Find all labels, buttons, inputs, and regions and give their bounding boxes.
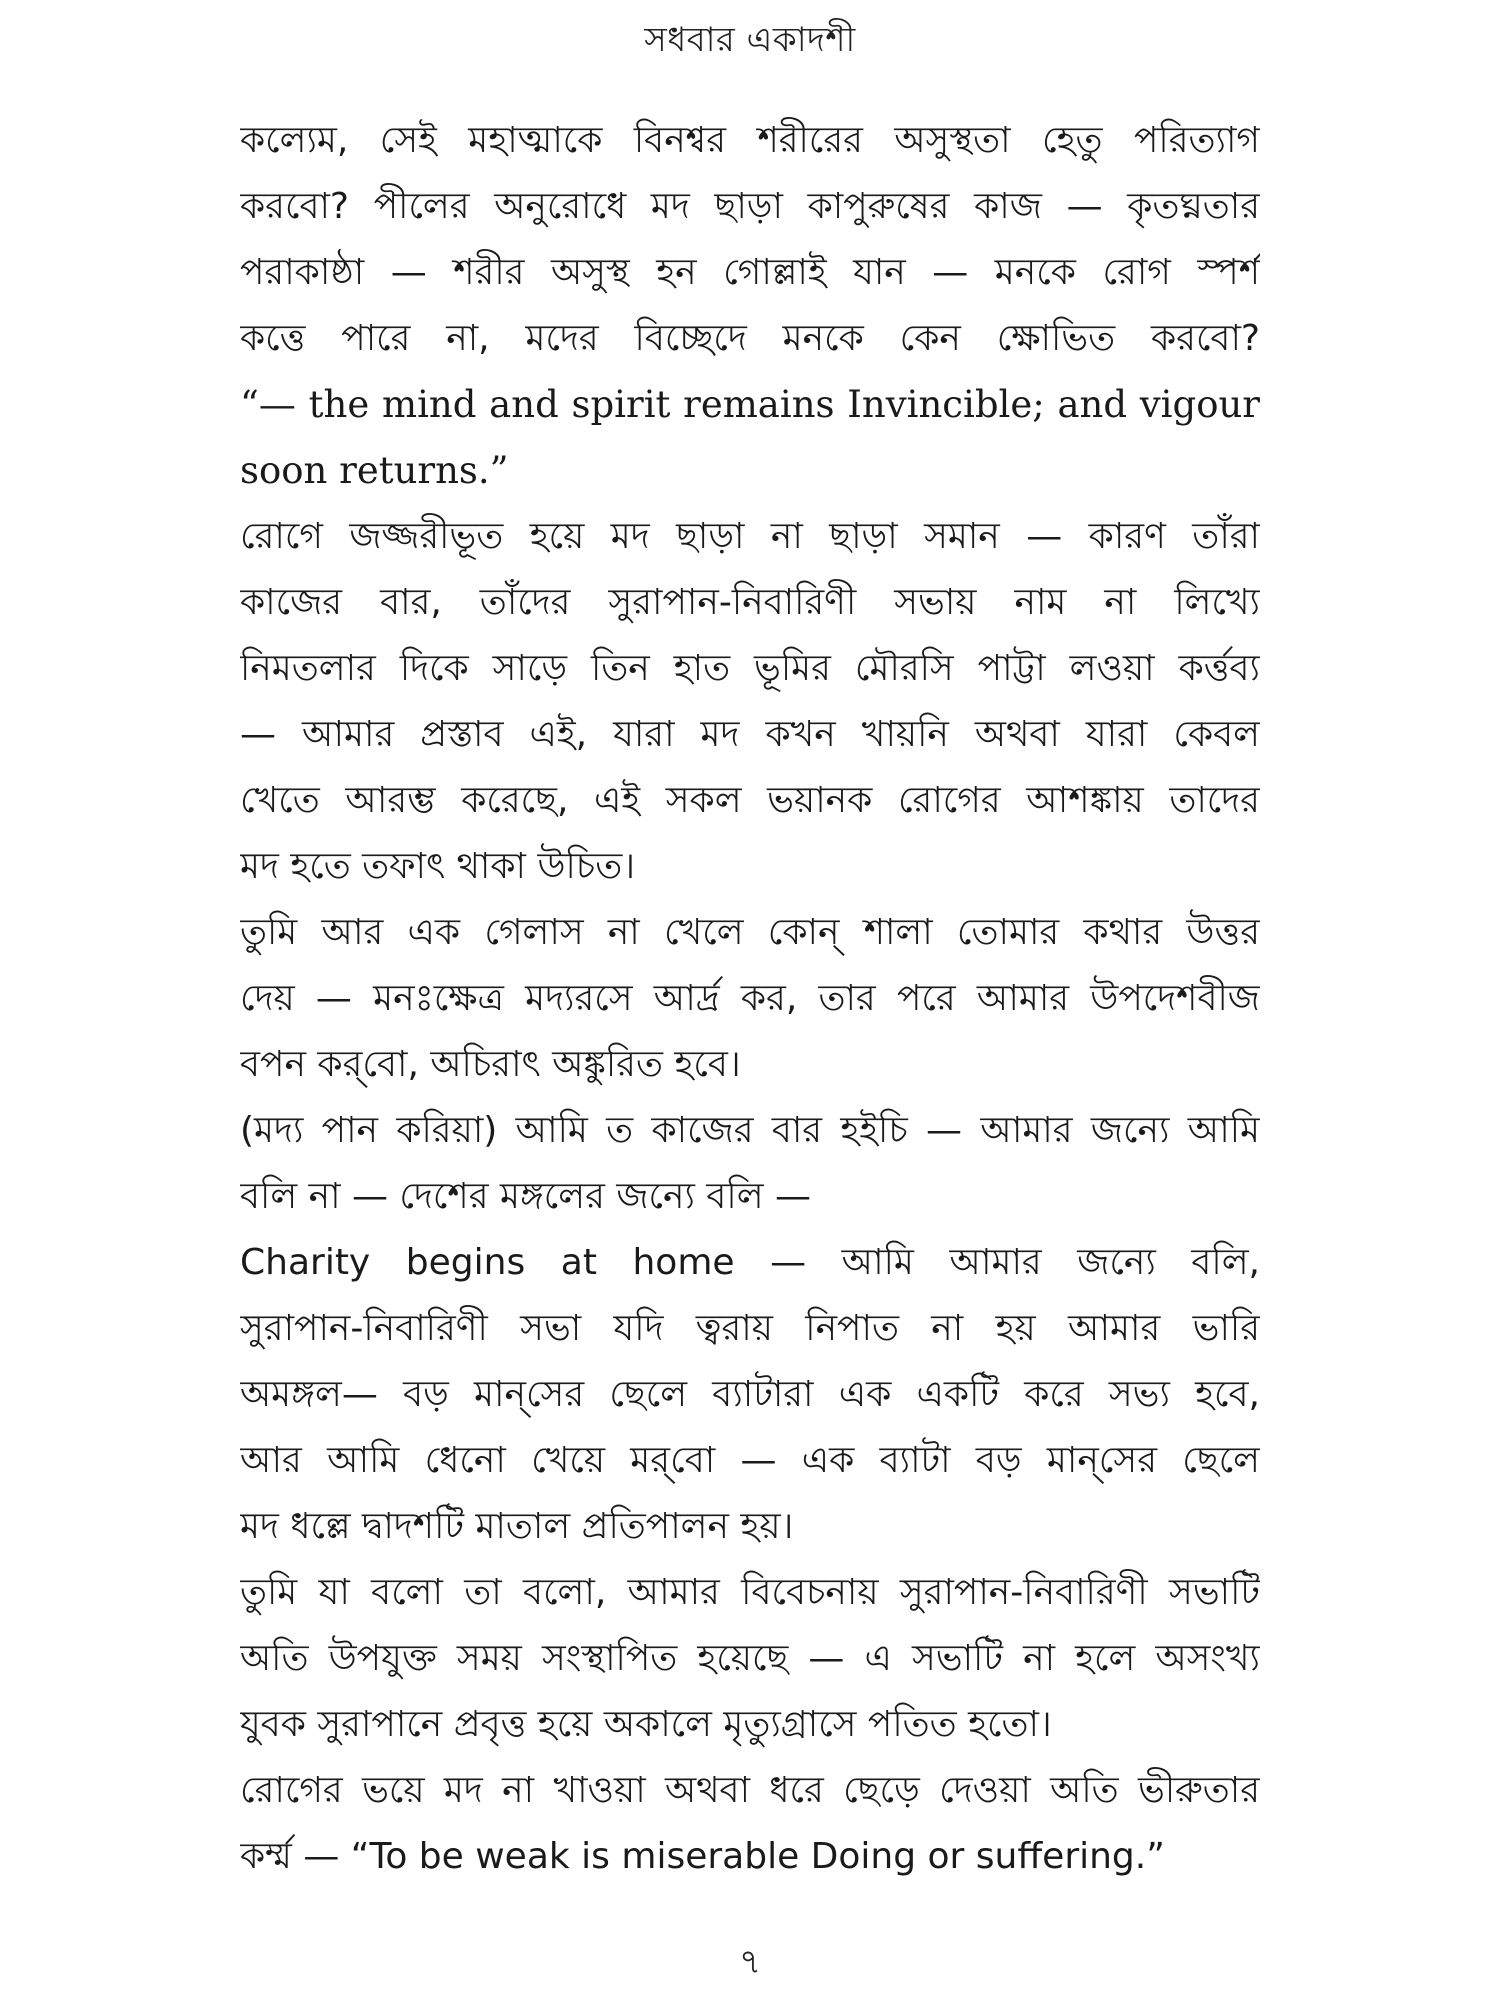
mixed-language-line: Charity begins at home — আমি আমার জন্যে বলি, (240, 1242, 1260, 1283)
text-line: রোগে জজ্জরীভূত হয়ে মদ ছাড়া না ছাড়া সমান — কারণ তাঁরা (240, 516, 1260, 557)
text-line: কল্যেম, সেই মহাত্মাকে বিনশ্বর শরীরের অসুস্থতা হেতু পরিত্যাগ (240, 120, 1260, 161)
text-line: সুরাপান-নিবারিণী সভা যদি ত্বরায় নিপাত না হয় আমার ভারি (240, 1308, 1260, 1349)
body-text (240, 108, 1260, 1890)
english-quote-line: soon returns.” (240, 449, 509, 492)
english-quote-line: “— the mind and spirit remains Invincible; and vigour (240, 383, 1260, 426)
text-line: বপন কর্‌বো, অচিরাৎ অঙ্কুরিত হবে। (240, 1044, 741, 1085)
text-line: তুমি যা বলো তা বলো, আমার বিবেচনায় সুরাপান-নিবারিণী সভাটি (240, 1572, 1260, 1613)
text-line: দেয় — মনঃক্ষেত্র মদ্যরসে আর্দ্র কর, তার পরে আমার উপদেশবীজ (240, 978, 1260, 1019)
text-line: রোগের ভয়ে মদ না খাওয়া অথবা ধরে ছেড়ে দেওয়া অতি ভীরুতার (240, 1770, 1260, 1811)
text-line: অতি উপযুক্ত সময় সংস্থাপিত হয়েছে — এ সভাটি না হলে অসংখ্য (240, 1638, 1260, 1679)
text-line: কত্তে পারে না, মদের বিচ্ছেদে মনকে কেন ক্ষোভিত করবো? (240, 318, 1260, 359)
running-head-title: সধবার একাদশী (644, 20, 856, 60)
text-line: যুবক সুরাপানে প্রবৃত্ত হয়ে অকালে মৃত্যুগ্রাসে পতিত হতো। (240, 1704, 1052, 1745)
text-line: — আমার প্রস্তাব এই, যারা মদ কখন খায়নি অথবা যারা কেবল (240, 714, 1260, 755)
text-line: অমঙ্গল— বড় মান্‌সের ছেলে ব্যাটারা এক একটি করে সভ্য হবে, (240, 1374, 1260, 1415)
text-line: মদ ধল্লে দ্বাদশটি মাতাল প্রতিপালন হয়। (240, 1506, 794, 1547)
text-line: আর আমি ধেনো খেয়ে মর্‌বো — এক ব্যাটা বড় মান্‌সের ছেলে (240, 1440, 1260, 1481)
text-line: করবো? পীলের অনুরোধে মদ ছাড়া কাপুরুষের কাজ — কৃতঘ্নতার (240, 186, 1260, 227)
text-line: বলি না — দেশের মঙ্গলের জন্যে বলি — (240, 1176, 811, 1217)
text-line: নিমতলার দিকে সাড়ে তিন হাত ভূমির মৌরসি পাট্টা লওয়া কর্ত্তব্য (240, 648, 1260, 689)
text-line: খেতে আরম্ভ করেছে, এই সকল ভয়ানক রোগের আশঙ্কায় তাদের (240, 780, 1260, 821)
text-line: পরাকাষ্ঠা — শরীর অসুস্থ হন গোল্লাই যান — মনকে রোগ স্পর্শ (240, 252, 1260, 293)
text-line: তুমি আর এক গেলাস না খেলে কোন্ শালা তোমার কথার উত্তর (240, 912, 1260, 953)
text-line: কাজের বার, তাঁদের সুরাপান-নিবারিণী সভায় নাম না লিখ্যে (240, 582, 1260, 623)
page-number: ৭ (738, 1942, 762, 1982)
text-line: (মদ্য পান করিয়া) আমি ত কাজের বার হইচি — আমার জন্যে আমি (240, 1110, 1260, 1151)
text-line: মদ হতে তফাৎ থাকা উচিত। (240, 846, 636, 887)
mixed-language-line: কর্ম্ম — “To be weak is miserable Doing or suffering.” (240, 1836, 1165, 1877)
